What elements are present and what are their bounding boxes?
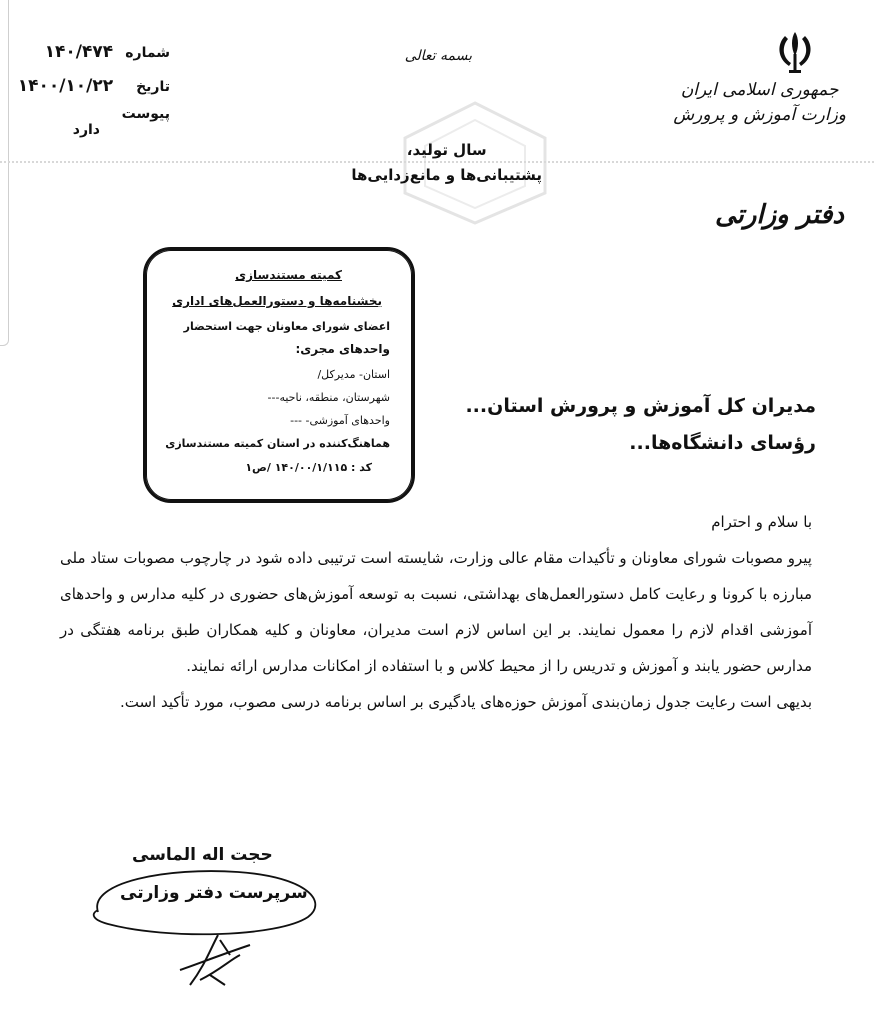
attachment-label: پیوست xyxy=(121,106,170,122)
basmala: بسمه تعالی xyxy=(404,48,472,64)
meta-date-row xyxy=(18,76,170,96)
documentation-stamp xyxy=(143,247,415,503)
stamp-code: کد : ۱۴۰/۰۰/۱/۱۱۵ /ص۱ xyxy=(245,461,372,474)
greeting: با سلام و احترام xyxy=(711,513,812,531)
stamp-county: شهرستان، منطقه، ناحیه--- xyxy=(267,391,390,404)
body-paragraph-2: بدیهی است رعایت جدول زمان‌بندی آموزش حوزه‌های یادگیری بر اساس برنامه درسی مصوب، مورد تأکید است. xyxy=(119,693,812,711)
stamp-title: کمیته مستندسازی xyxy=(235,268,342,282)
number-value: ۱۴۰/۴۷۴ xyxy=(44,42,114,62)
stamp-subtitle: بخشنامه‌ها و دستورالعمل‌های اداری xyxy=(172,294,382,308)
stamp-executives-label: واحدهای مجری: xyxy=(295,342,390,356)
ministry-label: وزارت آموزش و پرورش xyxy=(673,104,846,125)
slogan-line-2: پشتیبانی‌ها و مانع‌زدایی‌ها xyxy=(351,165,542,184)
meta-attachment-row xyxy=(118,106,170,122)
stamp-units: واحدهای آموزشی- --- xyxy=(290,414,390,427)
meta-attachment-value-row xyxy=(73,122,100,138)
date-value: ۱۴۰۰/۱۰/۲۲ xyxy=(17,76,114,96)
signer-title: سرپرست دفتر وزارتی xyxy=(120,883,308,903)
iran-emblem-icon xyxy=(771,28,819,76)
page-edge-shadow xyxy=(0,0,9,346)
office-title: دفتر وزارتی xyxy=(714,200,844,230)
handwritten-signature xyxy=(170,925,260,995)
stamp-coordinator: هماهنگ‌کننده در استان کمیته مستندسازی xyxy=(165,437,390,450)
recipient-line-1: مدیران کل آموزش و پرورش استان... xyxy=(465,395,816,417)
meta-number-row xyxy=(45,42,170,62)
stamp-province: استان- مدیرکل/ xyxy=(317,368,390,381)
body-paragraph-1: پیرو مصوبات شورای معاونان و تأکیدات مقام عالی وزارت، شایسته است ترتیبی داده شود در چارچوب مصوبات ستاد ملی مبارزه با کرونا و رعایت کامل دستورالعمل‌های بهداشتی، نسبت به توسعه آموزش‌های حضوری در کلیه مدارس و واحدهای آموزشی اقدام لازم را معمول نمایند. بر این اساس لازم است مدیران، معاونان و کلیه همکاران طبق برنامه هفتگی در مدارس حضور یابند و آموزش و تدریس را از محیط کلاس و با استفاده از امکانات مدارس ارائه نمایند. xyxy=(60,549,812,675)
letter-body xyxy=(60,504,812,720)
year-slogan xyxy=(351,138,542,188)
signer-name: حجت اله الماسی xyxy=(132,845,273,865)
attachment-value: دارد xyxy=(72,122,100,138)
ministry-heading xyxy=(673,78,846,127)
date-label: تاریخ xyxy=(136,79,170,95)
stamp-council-line: اعضای شورای معاونان جهت استحضار xyxy=(183,320,390,333)
letter-meta xyxy=(17,42,170,142)
number-label: شماره xyxy=(125,45,170,61)
recipient-line-2: رؤسای دانشگاه‌ها... xyxy=(629,432,816,454)
republic-label: جمهوری اسلامی ایران xyxy=(680,80,839,100)
slogan-line-1: سال تولید، xyxy=(406,141,487,159)
